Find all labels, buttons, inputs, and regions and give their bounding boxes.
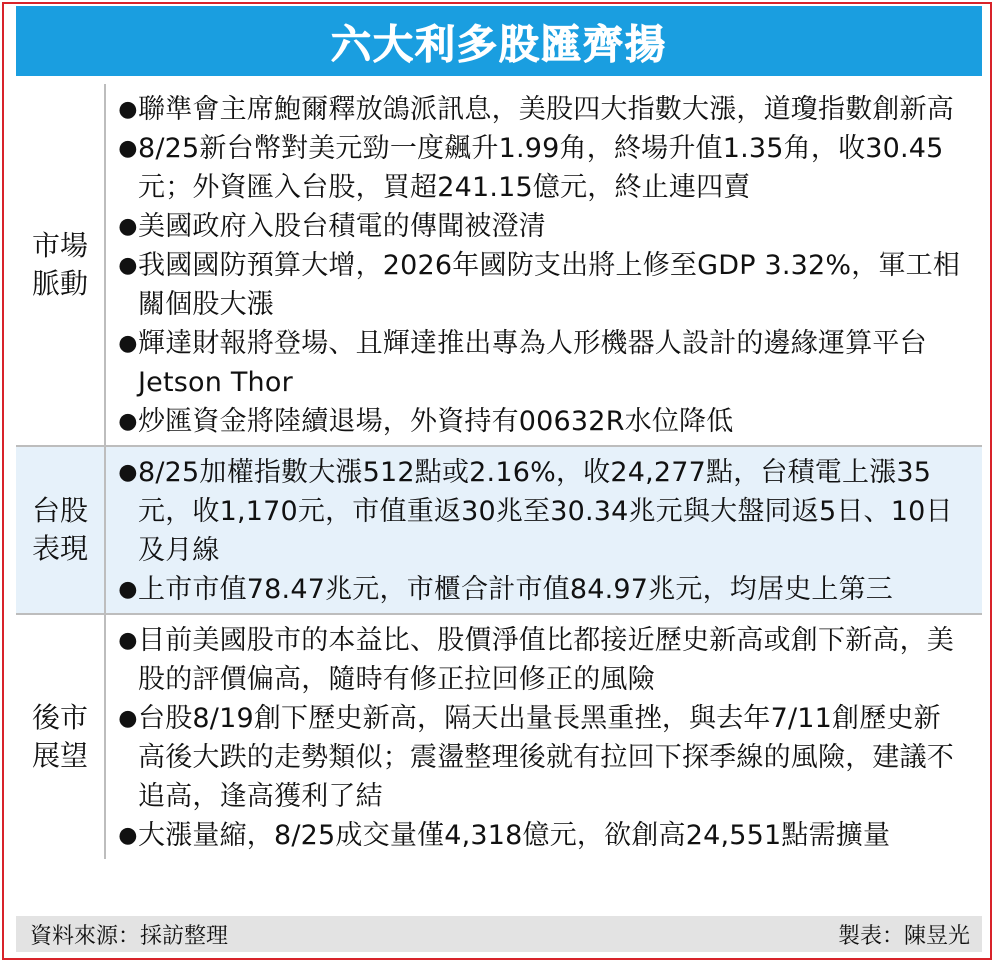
bullet-icon: ● [118,460,138,485]
list-item [118,246,968,324]
list-item [118,207,968,246]
section-label: 台股表現 [31,494,88,565]
list-item [118,621,968,699]
section-label-cell [16,447,106,613]
bullet-icon: ● [118,823,138,848]
item-text: 我國國防預算大增，2026年國防支出將上修至GDP 3.32%，軍工相關個股大漲 [138,250,961,320]
bullet-icon: ● [118,706,138,731]
item-text: 8/25加權指數大漲512點或2.16%，收24,277點，台積電上漲35元，收1,170元，市值重返30兆至30.34兆元與大盤同返5日、10日及月線 [138,457,953,566]
list-item [118,402,968,441]
section-label: 市場脈動 [31,228,88,300]
list-item [118,324,968,402]
list-item [118,570,968,609]
item-text: 目前美國股市的本益比、股價淨值比都接近歷史新高或創下新高，美股的評價偏高，隨時有修正拉回修正的風險 [138,625,954,695]
section-label-cell [16,84,106,445]
item-text: 大漲量縮，8/25成交量僅4,318億元，欲創高24,551點需擴量 [138,820,891,851]
info-table [16,84,982,859]
section-content [106,84,982,445]
bullet-icon: ● [118,331,138,356]
list-item [118,699,968,816]
bullet-icon: ● [118,97,138,122]
item-text: 輝達財報將登場、且輝達推出專為人形機器人設計的邊緣運算平台Jetson Thor [138,328,927,398]
item-text: 炒匯資金將陸續退場，外資持有00632R水位降低 [138,406,734,437]
source-note: 資料來源：採訪整理 [30,923,229,949]
bullet-icon: ● [118,409,138,434]
footer-bar [16,916,982,952]
page-title: 六大利多股匯齊揚 [331,21,667,68]
list-item [118,453,968,570]
section-content [106,447,982,613]
item-text: 8/25新台幣對美元勁一度飆升1.99角，終場升值1.35角，收30.45元；外資匯入台股，買超241.15億元，終止連四賣 [138,133,944,203]
bullet-icon: ● [118,253,138,278]
section-outlook [16,615,982,859]
title-bar [16,6,982,76]
section-label: 後市展望 [31,701,88,772]
section-content [106,615,982,859]
maker-note: 製表：陳昱光 [837,923,970,949]
item-text: 聯準會主席鮑爾釋放鴿派訊息，美股四大指數大漲，道瓊指數創新高 [138,94,954,125]
section-label-cell [16,615,106,859]
section-market-pulse [16,84,982,445]
list-item [118,90,968,129]
bullet-icon: ● [118,577,138,602]
item-text: 台股8/19創下歷史新高，隔天出量長黑重挫，與去年7/11創歷史新高後大跌的走勢類似；震盪整理後就有拉回下探季線的風險，建議不追高，逢高獲利了結 [138,703,954,812]
bullet-icon: ● [118,214,138,239]
bullet-icon: ● [118,136,138,161]
bullet-icon: ● [118,628,138,653]
list-item [118,129,968,207]
list-item [118,816,968,855]
section-taiex-performance [16,447,982,613]
item-text: 上市市值78.47兆元，市櫃合計市值84.97兆元，均居史上第三 [138,574,893,605]
item-text: 美國政府入股台積電的傳聞被澄清 [138,211,546,242]
